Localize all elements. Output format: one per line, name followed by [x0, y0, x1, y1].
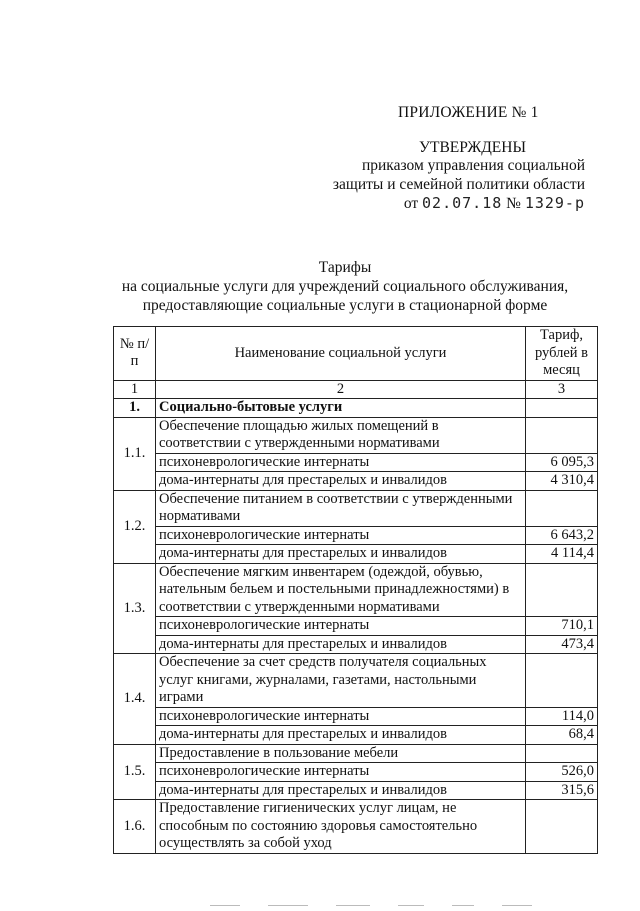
service-name: Обеспечение площадью жилых помещений в соответствии с утвержденными нормативами	[156, 417, 526, 453]
tariff-value: 4 310,4	[526, 472, 598, 491]
service-price	[526, 800, 598, 854]
header-num: № п/п	[114, 327, 156, 381]
service-price	[526, 417, 598, 453]
institution-type: дома-интернаты для престарелых и инвалидов	[156, 472, 526, 491]
sub-row	[114, 726, 598, 745]
service-price	[526, 654, 598, 708]
sub-row	[114, 617, 598, 636]
column-number: 1	[114, 380, 156, 399]
approved-label: УТВЕРЖДЕНЫ	[419, 139, 526, 156]
tariff-value: 473,4	[526, 635, 598, 654]
service-price	[526, 744, 598, 763]
sub-row	[114, 781, 598, 800]
header-price: Тариф, рублей в месяц	[526, 327, 598, 381]
service-name: Предоставление гигиенических услуг лицам, не способным по состоянию здоровья самостоятельно осуществлять за собой уход	[156, 800, 526, 854]
service-name: Обеспечение питанием в соответствии с утвержденными нормативами	[156, 490, 526, 526]
table-header-row	[114, 327, 598, 381]
document-title	[110, 258, 580, 315]
section-price	[526, 399, 598, 418]
order-reference	[404, 194, 585, 213]
sub-row	[114, 526, 598, 545]
service-num: 1.1.	[114, 417, 156, 490]
appendix-label: ПРИЛОЖЕНИЕ № 1	[398, 104, 539, 121]
tariff-value: 6 095,3	[526, 453, 598, 472]
order-line-1: приказом управления социальной	[361, 157, 585, 174]
title-line-2: предоставляющие социальные услуги в стационарной форме	[142, 297, 548, 314]
service-row	[114, 417, 598, 453]
tariffs-table	[113, 326, 598, 854]
institution-type: дома-интернаты для престарелых и инвалидов	[156, 545, 526, 564]
order-line-2: защиты и семейной политики области	[332, 176, 585, 193]
column-number: 3	[526, 380, 598, 399]
institution-type: психоневрологические интернаты	[156, 763, 526, 782]
section-name: Социально-бытовые услуги	[156, 399, 526, 418]
column-number: 2	[156, 380, 526, 399]
service-price	[526, 563, 598, 617]
service-name: Обеспечение мягким инвентарем (одеждой, обувью, нательным бельем и постельными принадлежностями) в соответствии с утвержденными нормативами	[156, 563, 526, 617]
tariff-value: 4 114,4	[526, 545, 598, 564]
column-numbers-row	[114, 380, 598, 399]
title-line-1: на социальные услуги для учреждений социального обслуживания,	[121, 278, 569, 295]
order-date: 02.07.18	[422, 194, 503, 212]
service-num: 1.5.	[114, 744, 156, 800]
service-row	[114, 800, 598, 854]
title-main: Тарифы	[318, 259, 372, 276]
institution-type: психоневрологические интернаты	[156, 453, 526, 472]
institution-type: дома-интернаты для престарелых и инвалидов	[156, 781, 526, 800]
service-num: 1.3.	[114, 563, 156, 654]
service-row	[114, 563, 598, 617]
section-num: 1.	[114, 399, 156, 418]
service-price	[526, 490, 598, 526]
institution-type: психоневрологические интернаты	[156, 617, 526, 636]
service-row	[114, 654, 598, 708]
sub-row	[114, 763, 598, 782]
sub-row	[114, 472, 598, 491]
tariff-value: 526,0	[526, 763, 598, 782]
order-no-label: №	[506, 195, 521, 212]
sub-row	[114, 635, 598, 654]
order-number: 1329-р	[524, 194, 585, 212]
service-name: Предоставление в пользование мебели	[156, 744, 526, 763]
header-name: Наименование социальной услуги	[156, 327, 526, 381]
service-num: 1.6.	[114, 800, 156, 854]
service-name: Обеспечение за счет средств получателя социальных услуг книгами, журналами, газетами, настольными играми	[156, 654, 526, 708]
tariff-value: 710,1	[526, 617, 598, 636]
institution-type: дома-интернаты для престарелых и инвалидов	[156, 726, 526, 745]
section-row	[114, 399, 598, 418]
service-row	[114, 490, 598, 526]
tariff-value: 114,0	[526, 707, 598, 726]
scan-artifacts	[210, 893, 610, 896]
service-row	[114, 744, 598, 763]
tariff-value: 6 643,2	[526, 526, 598, 545]
sub-row	[114, 453, 598, 472]
institution-type: психоневрологические интернаты	[156, 526, 526, 545]
institution-type: психоневрологические интернаты	[156, 707, 526, 726]
order-prefix: от	[403, 195, 419, 212]
service-num: 1.2.	[114, 490, 156, 563]
tariff-value: 315,6	[526, 781, 598, 800]
institution-type: дома-интернаты для престарелых и инвалидов	[156, 635, 526, 654]
tariff-value: 68,4	[526, 726, 598, 745]
service-num: 1.4.	[114, 654, 156, 745]
sub-row	[114, 545, 598, 564]
sub-row	[114, 707, 598, 726]
